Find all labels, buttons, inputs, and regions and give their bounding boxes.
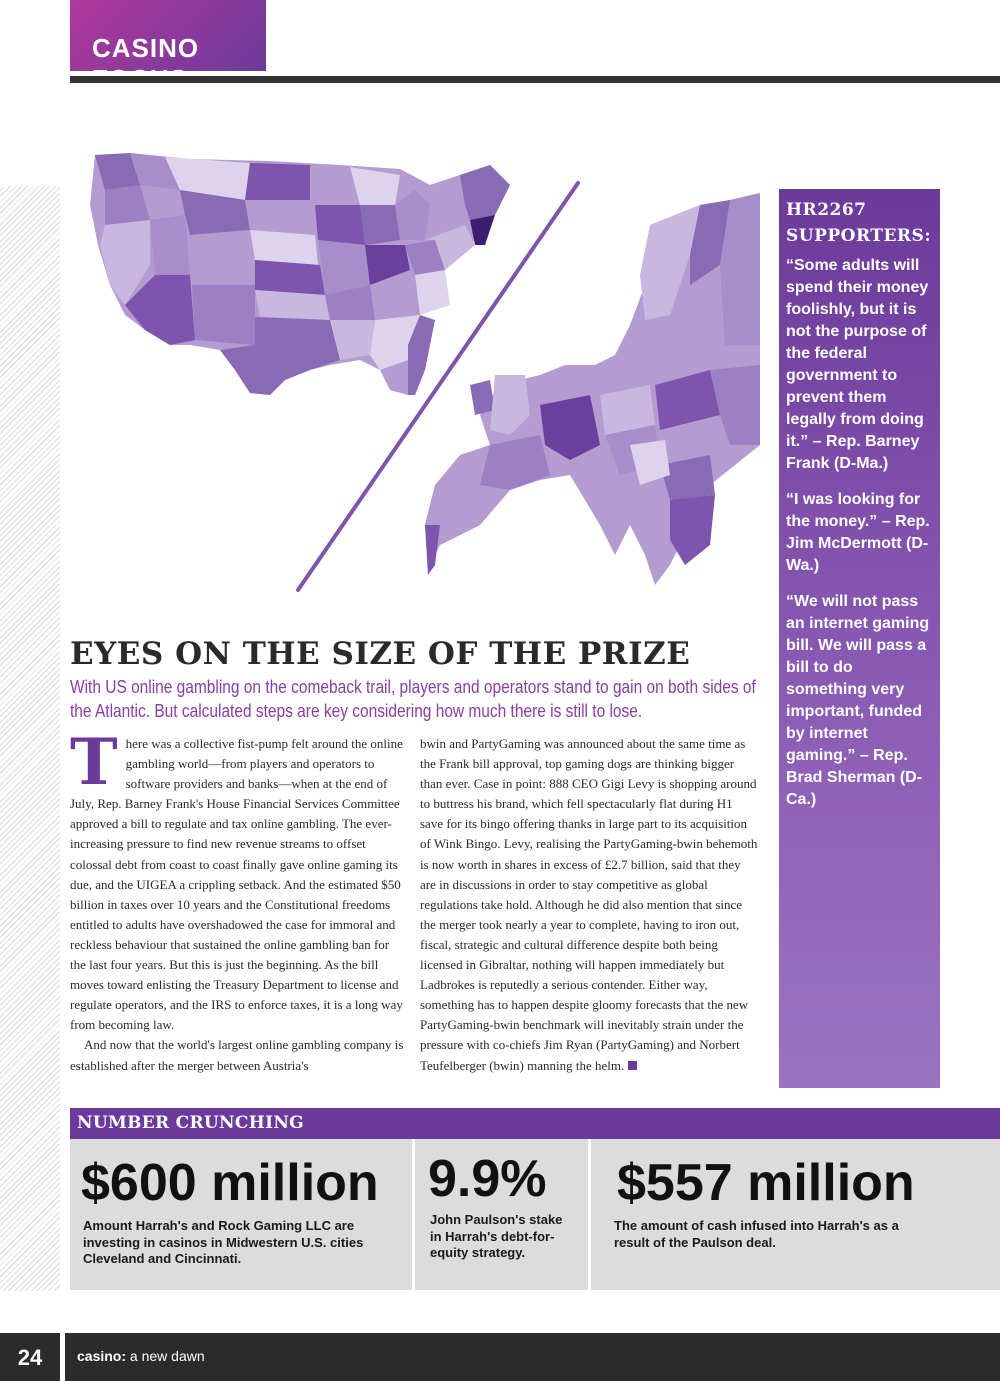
- article-paragraph-1-text: here was a collective fist-pump felt around the online gambling world—from players and operators to software providers and banks—when at the end of July, Rep. Barney Frank's House Financial Services Committee approved a bill to regulate and tax online gambling. The ever-increasing pressure to find new revenue streams to offset colossal debt from coast to coast finally gave online gaming its due, and the UIGEA a crippling setback. And the estimated $50 billion in taxes over 10 years and the Constitutional freedoms entitled to adults have overshadowed the case for immoral and reckless behaviour that sustained the online gambling ban for the last four years. But this is just the beginning. As the bill moves toward enlisting the Treasury Department to license and regulate operators, and the IRS to enforce taxes, it is a long way from becoming law.: [70, 736, 403, 1033]
- stat-caption-2: John Paulson's stake in Harrah's debt-for-equity strategy.: [430, 1212, 563, 1260]
- us-map: [90, 153, 510, 395]
- maps-illustration: [70, 145, 770, 615]
- article-headline: EYES ON THE SIZE OF THE PRIZE: [70, 636, 691, 672]
- publication-name: [77, 1348, 205, 1364]
- quote-frank: “Some adults will spend their money foolishly, but it is not the purpose of the federal government to prevent them legally from doing it.” – Rep. Barney Frank (D-Ma.): [786, 257, 929, 472]
- publication-title: casino:: [77, 1348, 127, 1364]
- article-column-1: [70, 725, 408, 1076]
- section-tab-label: CASINO: [92, 33, 200, 63]
- footer-separator: [60, 1333, 65, 1381]
- quote-sherman: “We will not pass an internet gaming bill. We will pass a bill to do something very important, funded by internet gaming.” – Rep. Brad Sherman (D-Ca.): [786, 593, 930, 808]
- stat-panel-2: [415, 1139, 588, 1290]
- page-number: 24: [17, 1345, 43, 1370]
- article-column-2: [420, 734, 758, 1076]
- article-paragraph-3: [420, 734, 758, 1076]
- stat-value-3: $557 million: [617, 1154, 915, 1212]
- article-paragraph-1: [70, 725, 408, 1035]
- article-dek-text: With US online gambling on the comeback trail, players and operators stand to gain on both sides of the Atlantic. But calculated steps are key considering how much there is still to lose.: [70, 677, 756, 721]
- publication-subtitle: a new dawn: [129, 1348, 205, 1364]
- stat-caption-3: The amount of cash infused into Harrah's as a result of the Paulson deal.: [614, 1218, 899, 1250]
- number-crunching-header: NUMBER CRUNCHING: [70, 1108, 1000, 1139]
- stat-panel-3: [591, 1139, 1000, 1290]
- stat-caption-1: Amount Harrah's and Rock Gaming LLC are investing in casinos in Midwestern U.S. cities Cleveland and Cincinnati.: [83, 1218, 364, 1266]
- stat-panel-1: [70, 1139, 412, 1290]
- section-tab: [70, 0, 266, 71]
- end-mark-icon: [628, 1061, 637, 1070]
- hatch-decoration: [0, 186, 60, 1291]
- stat-value-2: 9.9%: [428, 1150, 547, 1208]
- drop-cap: T: [70, 725, 118, 800]
- article-paragraph-2: And now that the world's largest online gambling company is established after the merger between Austria's: [70, 1037, 404, 1073]
- stat-value-1: $600 million: [81, 1154, 379, 1212]
- top-rule: [70, 76, 1000, 83]
- article-paragraph-3-text: bwin and PartyGaming was announced about the same time as the Frank bill approval, top gaming dogs are thinking bigger than ever. Case in point: 888 CEO Gigi Levy is shopping around to buttress his brand, which fell spectacularly flat during H1 save for its bingo offering thanks in large part to its acquisition of Wink Bingo. Levy, realising the PartyGaming-bwin behemoth is now worth in shares in excess of £2.7 billion, said that they are in discussions in order to stay competitive as global regulations take hold. Although he did also mention that since the merger took nearly a year to complete, having to iron out, fiscal, strategic and cultural difference despite both being licensed in Gibraltar, nothing will happen immediately but Ladbrokes is reputedly a serious contender. Either way, something has to happen despite gloomy forecasts that the new PartyGaming-bwin benchmark will inevitably strain under the pressure with co-chiefs Jim Ryan (PartyGaming) and Norbert Teufelberger (bwin) manning the helm.: [420, 736, 758, 1073]
- sidebar-title: HR2267 SUPPORTERS:: [786, 200, 932, 246]
- article-dek: [70, 675, 756, 723]
- sidebar-supporters: [779, 189, 940, 1088]
- page-footer: [0, 1333, 1000, 1381]
- quote-mcdermott: “I was looking for the money.” – Rep. Jim McDermott (D-Wa.): [786, 491, 930, 574]
- europe-map: [425, 193, 760, 585]
